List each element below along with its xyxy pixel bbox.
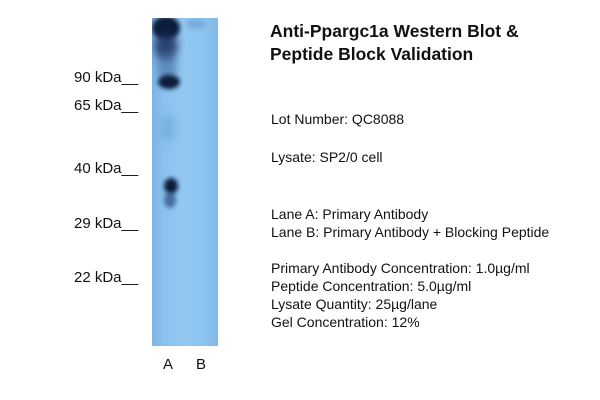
marker-22kda: 22 kDa__ [74, 269, 139, 286]
lane-a-mid-smear [161, 114, 175, 142]
blot-bands [152, 18, 218, 346]
marker-65kda: 65 kDa__ [74, 97, 139, 114]
lot-number: Lot Number: QC8088 [271, 111, 405, 127]
lysate: Lysate: SP2/0 cell [271, 149, 383, 165]
lane-a-description: Lane A: Primary Antibody [271, 206, 429, 222]
primary-antibody-concentration: Primary Antibody Concentration: 1.0µg/ml [271, 260, 530, 276]
title-line-2: Peptide Block Validation [270, 44, 474, 64]
title-line-1: Anti-Ppargc1a Western Blot & [270, 21, 519, 41]
western-blot-membrane [152, 18, 218, 346]
lane-b-top-smear [186, 19, 206, 29]
lane-label-b: B [196, 356, 207, 373]
figure-title [270, 20, 590, 66]
marker-29kda: 29 kDa__ [74, 215, 139, 232]
peptide-concentration: Peptide Concentration: 5.0µg/ml [271, 278, 472, 294]
lane-a-35kda-tail [164, 192, 176, 208]
lane-a-90kda-band [158, 75, 180, 89]
lane-a-35kda-band [164, 178, 178, 194]
marker-90kda: 90 kDa__ [74, 69, 139, 86]
lane-b-description: Lane B: Primary Antibody + Blocking Peptide [271, 224, 550, 240]
lysate-quantity: Lysate Quantity: 25µg/lane [271, 296, 438, 312]
gel-concentration: Gel Concentration: 12% [271, 314, 420, 330]
marker-40kda: 40 kDa__ [74, 160, 139, 177]
lane-label-a: A [163, 356, 174, 373]
